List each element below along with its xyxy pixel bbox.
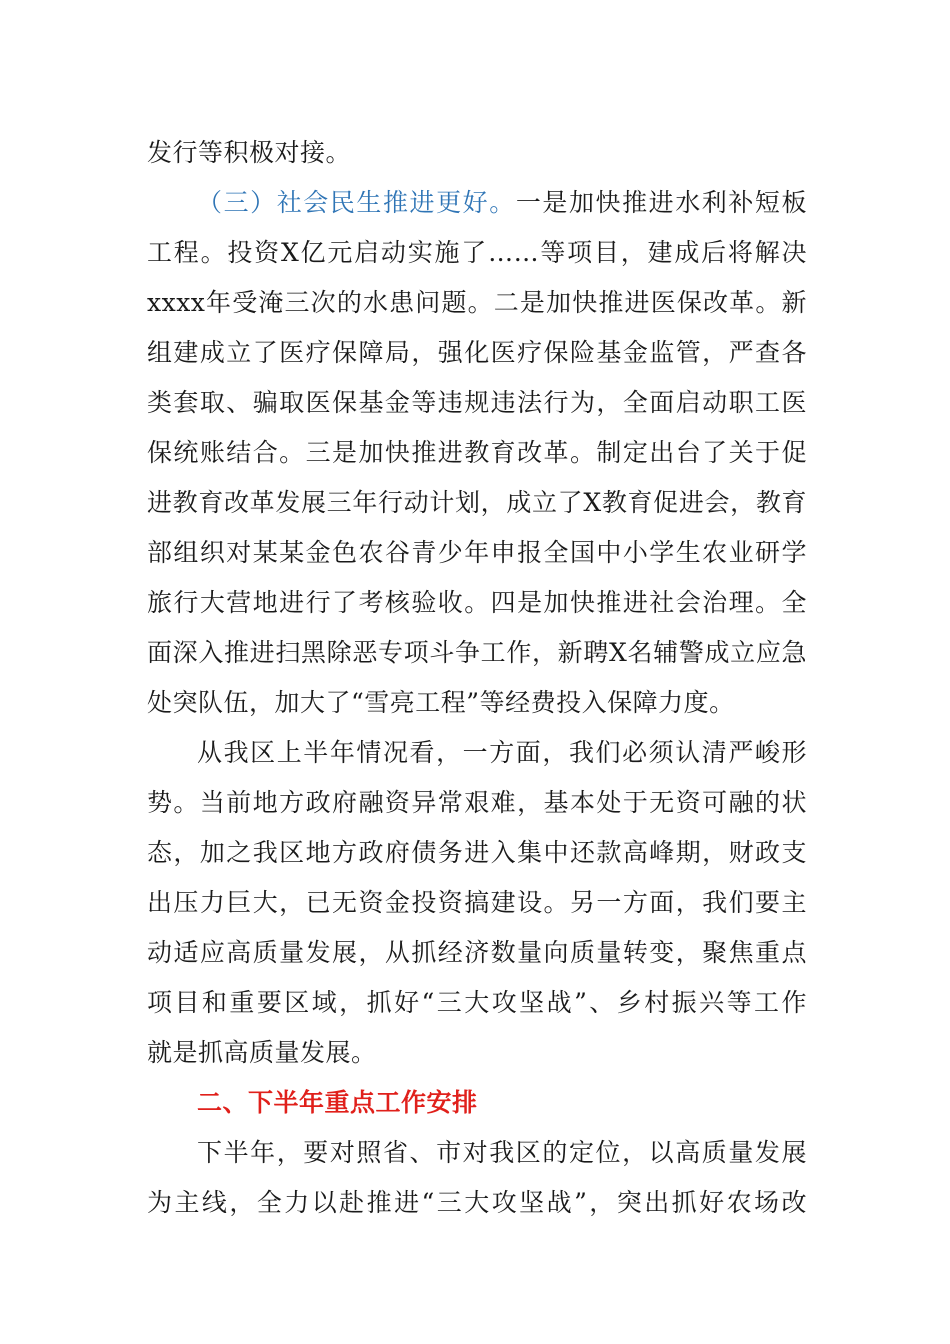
text-line: 就是抓高质量发展。 xyxy=(147,1038,377,1067)
text-line: 组建成立了医疗保障局，强化医疗保险基金监管，严查各 xyxy=(147,338,807,367)
text-line: 类套取、骗取医保基金等违规违法行为，全面启动职工医 xyxy=(147,388,807,417)
text-line: xxxx年受淹三次的水患问题。二是加快推进医保改革。新 xyxy=(147,288,807,317)
text-line: 从我区上半年情况看，一方面，我们必须认清严峻形 xyxy=(197,738,807,767)
text-line: 面深入推进扫黑除恶专项斗争工作，新聘X名辅警成立应急 xyxy=(147,638,807,667)
text-line: 保统账结合。三是加快推进教育改革。制定出台了关于促 xyxy=(147,438,807,467)
paragraph-second-half-plan xyxy=(147,1128,807,1228)
text-line: 旅行大营地进行了考核验收。四是加快推进社会治理。全 xyxy=(147,588,807,617)
subheading-social-livelihood: （三）社会民生推进更好。 xyxy=(197,188,516,217)
text-fragment: 一是加快推进水利补短板 xyxy=(515,188,807,217)
text-line: 下半年，要对照省、市对我区的定位，以高质量发展 xyxy=(197,1138,807,1167)
text-line xyxy=(147,178,807,228)
text-line: 出压力巨大，已无资金投资搞建设。另一方面，我们要主 xyxy=(147,888,807,917)
paragraph-social-livelihood xyxy=(147,178,807,728)
paragraph-continuation xyxy=(147,128,807,178)
text-line: 动适应高质量发展，从抓经济数量向质量转变，聚焦重点 xyxy=(147,938,807,967)
text-line: 势。当前地方政府融资异常艰难，基本处于无资可融的状 xyxy=(147,788,807,817)
text-line: 发行等积极对接。 xyxy=(147,138,352,167)
text-line: 态，加之我区地方政府债务进入集中还款高峰期，财政支 xyxy=(147,838,807,867)
text-line: 进教育改革发展三年行动计划，成立了X教育促进会，教育 xyxy=(147,488,807,517)
text-line: 项目和重要区域，抓好“三大攻坚战”、乡村振兴等工作 xyxy=(147,988,807,1017)
text-line: 处突队伍，加大了“雪亮工程”等经费投入保障力度。 xyxy=(147,688,735,717)
paragraph-first-half-assessment xyxy=(147,728,807,1078)
text-line: 工程。投资X亿元启动实施了……等项目，建成后将解决 xyxy=(147,238,807,267)
section-heading-block xyxy=(147,1078,807,1128)
text-line: 部组织对某某金色农谷青少年申报全国中小学生农业研学 xyxy=(147,538,807,567)
section-heading: 二、下半年重点工作安排 xyxy=(197,1088,478,1117)
text-line: 为主线，全力以赴推进“三大攻坚战”，突出抓好农场改 xyxy=(147,1188,807,1217)
